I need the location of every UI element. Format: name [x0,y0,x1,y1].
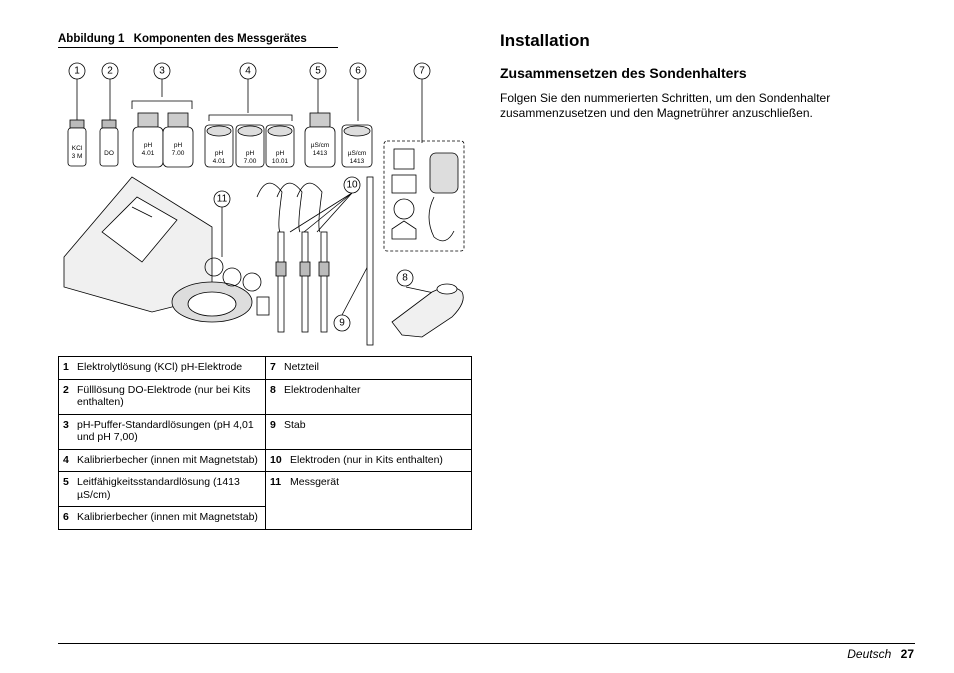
svg-text:4: 4 [245,65,251,77]
components-drawing [62,57,468,347]
legend-cell [266,357,472,380]
callout-6 [350,63,366,79]
legend-item-number: 5 [63,476,69,488]
svg-text:11: 11 [216,193,228,205]
callout-1 [69,63,85,79]
svg-text:7: 7 [419,65,425,77]
svg-text:3: 3 [159,65,165,77]
legend-row [59,472,472,507]
legend-item-text: Leitfähigkeitsstandardlösung (1413 µS/cm) [77,476,240,501]
legend-item-number: 2 [63,383,69,396]
legend-item-number: 7 [270,361,276,373]
bottle-label-kcl: KCl [71,145,83,152]
cup-label-ph1001: pH [275,150,285,157]
legend-item-text: Fülllösung DO-Elektrode (nur bei Kits enthalten) [77,383,251,408]
footer-language: Deutsch [847,647,892,661]
legend-item-text: pH-Puffer-Standardlösungen (pH 4,01 und pH 7,00) [77,418,254,443]
legend-item-text: Elektrodenhalter [284,383,361,396]
figure-caption [58,33,338,48]
callout-10 [344,177,360,193]
callout-11 [214,191,230,207]
legend-cell [59,472,266,507]
legend-item-text: Stab [284,418,306,431]
callout-3 [154,63,170,79]
callout-9 [334,315,350,331]
legend-item-number: 1 [63,361,69,373]
bottle-label-ph700-value: 7.00 [171,150,185,157]
figure-caption-label: Abbildung 1 [58,33,125,45]
svg-text:6: 6 [355,65,361,77]
legend-cell [266,449,472,472]
bottle-label-ph401: pH [143,142,153,149]
bottle-label-kcl-conc: 3 M [71,153,83,160]
bottle-label-ph700: pH [173,142,183,149]
cup-label-ph700-value: 7.00 [243,158,257,165]
legend-cell [266,414,472,449]
svg-text:10: 10 [346,179,358,191]
legend-item-text: Elektroden (nur in Kits enthalten) [290,453,443,466]
cup-label-ph1001-value: 10.01 [271,158,289,165]
legend-item-text: Messgerät [290,476,340,488]
legend-row [59,414,472,449]
figure-caption-title: Komponenten des Messgerätes [133,33,307,45]
svg-text:8: 8 [402,272,408,284]
legend-item-number: 11 [270,476,282,488]
subsection-title: Zusammensetzen des Sondenhalters [500,65,747,81]
page-number: 27 [900,647,914,661]
callout-4 [240,63,256,79]
svg-text:2: 2 [107,65,113,77]
legend-item-text: Elektrolytlösung (KCl) pH-Elektrode [77,361,243,373]
cup-label-ph401: pH [214,150,224,157]
callout-2 [102,63,118,79]
legend-item-number: 6 [63,511,69,523]
legend-item-number: 4 [63,453,69,466]
legend-item-number: 9 [270,418,276,431]
bottle-label-conductivity-unit: µS/cm [310,142,330,149]
cup-label-ph401-value: 4.01 [212,158,226,165]
legend-cell [266,379,472,414]
legend-item-number: 8 [270,383,276,396]
cup-label-conductivity-unit: µS/cm [347,150,367,157]
legend-item-number: 3 [63,418,69,431]
callout-5 [310,63,326,79]
svg-text:9: 9 [339,317,345,329]
body-paragraph: Folgen Sie den nummerierten Schritten, um den Sondenhalter zusammenzusetzen und den Magnetrührer anzuschließen. [500,91,831,120]
legend-cell [59,357,266,380]
cup-label-ph700: pH [245,150,255,157]
legend-cell [59,414,266,449]
legend-row [59,379,472,414]
svg-text:1: 1 [74,65,80,77]
legend-item-text: Netzteil [284,361,320,373]
components-illustration [62,57,468,347]
legend-cell [59,449,266,472]
bottle-label-do: DO [104,150,114,157]
legend-cell [59,379,266,414]
legend-cell [266,472,472,530]
legend-item-text: Kalibrierbecher (innen mit Magnetstab) [77,511,258,523]
bottle-label-conductivity-value: 1413 [312,150,328,157]
legend-item-text: Kalibrierbecher (innen mit Magnetstab) [77,453,258,466]
cup-label-conductivity-value: 1413 [349,158,365,165]
legend-item-number: 10 [270,453,282,466]
footer-rule [58,643,915,644]
legend-table [58,356,472,530]
callout-8 [397,270,413,286]
svg-text:5: 5 [315,65,321,77]
callout-7 [414,63,430,79]
section-title: Installation [500,31,590,50]
bottle-label-ph401-value: 4.01 [141,150,155,157]
legend-cell [59,507,266,530]
legend-row [59,357,472,380]
legend-row [59,449,472,472]
page-footer [847,647,914,661]
